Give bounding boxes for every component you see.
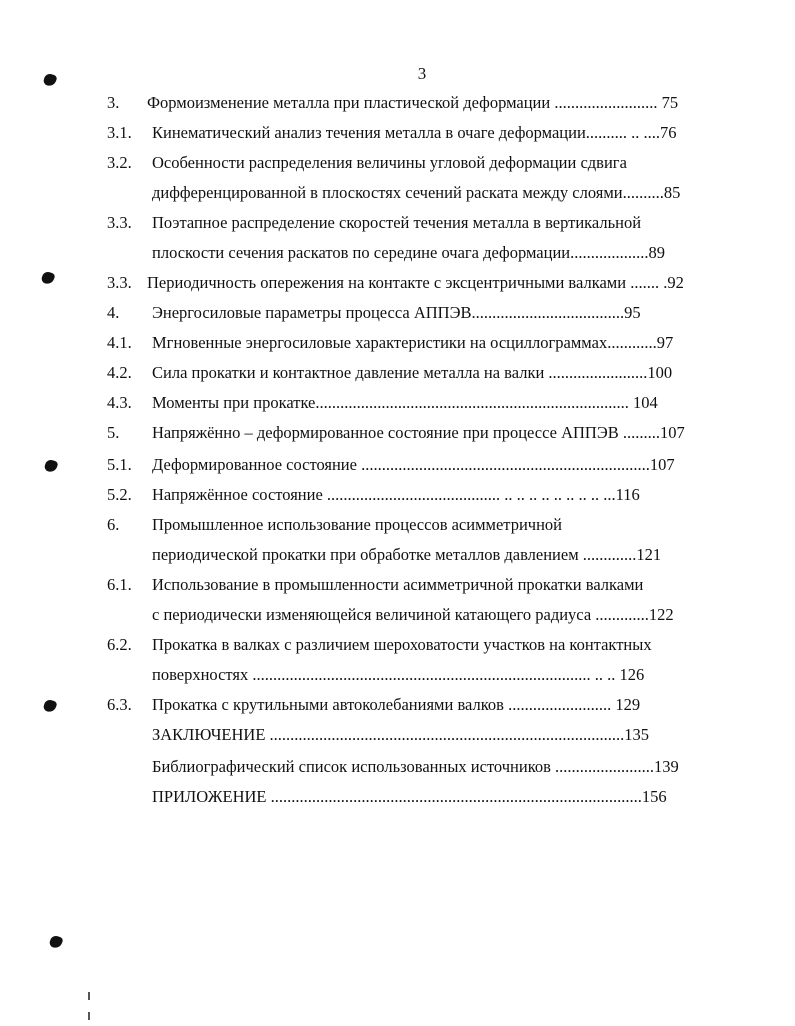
toc-entry-number: 5.2. <box>107 485 132 504</box>
toc-entry-number: 3.2. <box>107 153 132 172</box>
toc-entry-number: 4. <box>107 303 120 322</box>
toc-entry <box>0 756 795 778</box>
toc-entry-number: 3. <box>107 93 120 112</box>
toc-entry-number: 3.3. <box>107 213 132 232</box>
toc-entry <box>0 514 795 536</box>
toc-entry-text: плоскости сечения раскатов по середине очага деформации...................89 <box>152 243 665 262</box>
toc-entry-text: с периодически изменяющейся величиной катающего радиуса .............122 <box>152 605 674 624</box>
toc-entry-number: 5. <box>107 423 120 442</box>
toc-entry-text: Промышленное использование процессов асимметричной <box>152 515 562 534</box>
toc-entry-text: Особенности распределения величины угловой деформации сдвига <box>152 153 627 172</box>
toc-entry <box>0 332 795 354</box>
toc-entry <box>0 212 795 234</box>
toc-entry-text: Кинематический анализ течения металла в очаге деформации.......... .. ....76 <box>152 123 677 142</box>
toc-entry <box>0 152 795 174</box>
toc-entry-text: Библиографический список использованных источников ........................139 <box>152 757 679 776</box>
toc-entry-number: 3.1. <box>107 123 132 142</box>
toc-entry-number: 4.3. <box>107 393 132 412</box>
toc-entry-text: Энергосиловые параметры процесса АППЭВ.....................................95 <box>152 303 641 322</box>
toc-entry-number: 6.3. <box>107 695 132 714</box>
toc-entry <box>0 122 795 144</box>
toc-entry-number: 4.1. <box>107 333 132 352</box>
toc-entry <box>0 724 795 746</box>
toc-entry <box>0 634 795 656</box>
toc-entry <box>0 92 795 114</box>
toc-entry <box>0 392 795 414</box>
toc-entry <box>0 302 795 324</box>
toc-entry-text: Поэтапное распределение скоростей течения металла в вертикальной <box>152 213 642 232</box>
toc-entry-continuation <box>0 664 795 686</box>
toc-entry-continuation <box>0 182 795 204</box>
toc-entry <box>0 786 795 808</box>
toc-entry <box>0 272 795 294</box>
toc-entry-text: Сила прокатки и контактное давление металла на валки ........................100 <box>152 363 673 382</box>
toc-entry-text: Формоизменение металла при пластической деформации ......................... 75 <box>147 93 679 112</box>
toc-entry-text: дифференцированной в плоскостях сечений раската между слоями..........85 <box>152 183 681 202</box>
toc-entry <box>0 484 795 506</box>
toc-entry-text: Прокатка в валках с различием шероховатости участков на контактных <box>152 635 652 654</box>
toc-entry-number: 6.2. <box>107 635 132 654</box>
toc-entry-number: 5.1. <box>107 455 132 474</box>
toc-entry <box>0 454 795 476</box>
toc-entry-text: Моменты при прокатке............................................................................ 104 <box>152 393 658 412</box>
scan-tick-mark <box>88 1012 90 1020</box>
toc-entry-continuation <box>0 544 795 566</box>
toc-entry-text: периодической прокатки при обработке металлов давлением .............121 <box>152 545 662 564</box>
toc-entry-text: ПРИЛОЖЕНИЕ ..........................................................................................156 <box>152 787 667 806</box>
toc-entry-number: 3.3. <box>107 273 132 292</box>
toc-entry-text: Прокатка с крутильными автоколебаниями валков ......................... 129 <box>152 695 641 714</box>
scan-tick-mark <box>88 992 90 1000</box>
toc-entry-number: 6. <box>107 515 120 534</box>
toc-entry-text: ЗАКЛЮЧЕНИЕ ......................................................................................135 <box>152 725 650 744</box>
toc-entry-continuation <box>0 604 795 626</box>
toc-entry <box>0 422 795 444</box>
toc-entry-text: поверхностях .................................................................................. .. .. 126 <box>152 665 645 684</box>
page-number: 3 <box>417 64 427 83</box>
toc-entry-text: Деформированное состояние ......................................................................107 <box>152 455 675 474</box>
toc-entry-number: 4.2. <box>107 363 132 382</box>
toc-entry-text: Мгновенные энергосиловые характеристики на осциллограммах............97 <box>152 333 674 352</box>
toc-entry <box>0 362 795 384</box>
toc-entry-text: Периодичность опережения на контакте с эксцентричными валками ....... .92 <box>147 273 684 292</box>
toc-entry-continuation <box>0 242 795 264</box>
toc-entry <box>0 694 795 716</box>
toc-entry-text: Напряжённое состояние .......................................... .. .. .. .. .. .. .. .. ...116 <box>152 485 640 504</box>
toc-entry-number: 6.1. <box>107 575 132 594</box>
toc-entry-text: Напряжённо – деформированное состояние при процессе АППЭВ .........107 <box>152 423 685 442</box>
toc-entry <box>0 574 795 596</box>
toc-entry-text: Использование в промышленности асимметричной прокатки валками <box>152 575 644 594</box>
